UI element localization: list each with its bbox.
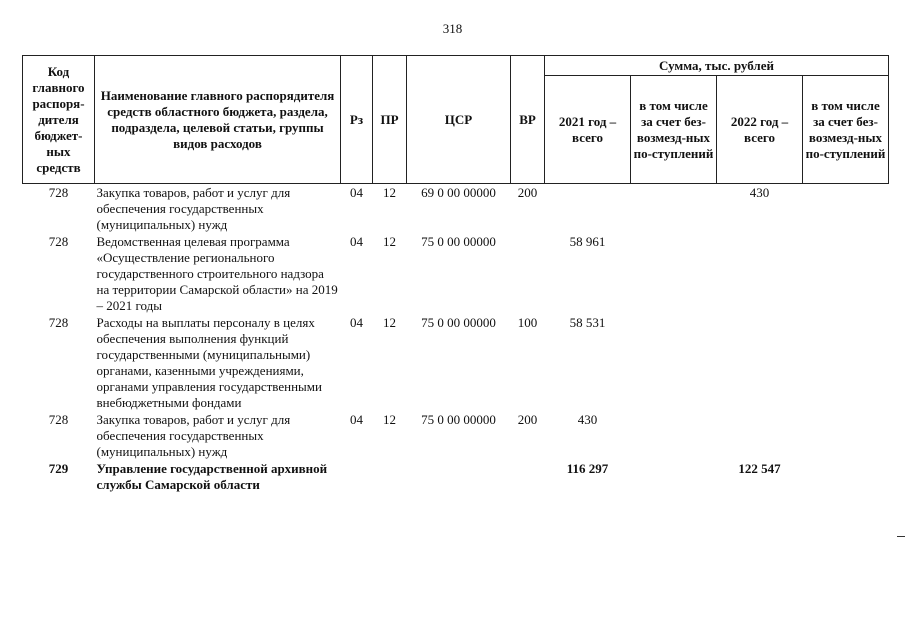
row-2022-grants: [803, 233, 889, 314]
row-2022-grants: [803, 314, 889, 411]
row-2021-grants: [631, 460, 717, 493]
row-2021-grants: [631, 233, 717, 314]
table-body: [23, 184, 889, 494]
row-csr: 69 0 00 00000: [421, 185, 496, 200]
header-2022-grants: в том числе за счет без-возмезд-ных по-ступлений: [803, 76, 889, 184]
row-2021-total: 58 531: [569, 315, 606, 330]
row-rz: 04: [350, 412, 363, 427]
header-code: Код главного распоря-дителя бюджет-ных средств: [23, 56, 95, 184]
row-2022-total: [717, 233, 803, 314]
table-row: [23, 460, 889, 493]
table-row: [23, 314, 889, 411]
row-name: Закупка товаров, работ и услуг для обеспечения государственных (муниципальных) нужд: [96, 412, 291, 459]
row-name: Закупка товаров, работ и услуг для обеспечения государственных (муниципальных) нужд: [96, 185, 291, 232]
row-2022-grants: [803, 411, 889, 460]
row-2021-grants: [631, 314, 717, 411]
row-pr: 12: [383, 185, 396, 200]
row-vr: [511, 460, 545, 493]
row-2021-total: [545, 184, 631, 234]
row-rz: 04: [350, 234, 363, 249]
row-code: 729: [48, 461, 69, 476]
row-2021-grants: [631, 411, 717, 460]
table-header: [23, 56, 889, 184]
row-2022-grants: [803, 460, 889, 493]
budget-table: [22, 55, 889, 493]
row-2022-total: 430: [749, 185, 770, 200]
page-number: 318: [442, 21, 463, 36]
row-rz: 04: [350, 185, 363, 200]
row-pr: 12: [383, 412, 396, 427]
table-row: [23, 184, 889, 234]
header-sum-group: Сумма, тыс. рублей: [545, 56, 889, 76]
header-name: Наименование главного распорядителя средств областного бюджета, раздела, подраздела, целевой статьи, группы видов расходов: [95, 56, 341, 184]
row-name: Ведомственная целевая программа «Осуществление регионального государственного строительного надзора на территории Самарской области» на 2019 – 2021 годы: [96, 234, 338, 313]
row-code: 728: [48, 234, 69, 249]
row-vr: 200: [517, 412, 538, 427]
row-csr: 75 0 00 00000: [421, 412, 496, 427]
header-csr: ЦСР: [407, 56, 511, 184]
table-row: [23, 233, 889, 314]
row-vr: 200: [517, 185, 538, 200]
row-csr: 75 0 00 00000: [421, 234, 496, 249]
row-2022-total: [717, 314, 803, 411]
row-2022-grants: [803, 184, 889, 234]
row-pr: [373, 460, 407, 493]
header-2021-grants: в том числе за счет без-возмезд-ных по-ступлений: [631, 76, 717, 184]
row-2022-total: [717, 411, 803, 460]
row-csr: 75 0 00 00000: [421, 315, 496, 330]
edge-mark: [897, 536, 905, 537]
row-rz: [341, 460, 373, 493]
row-2021-total: 116 297: [566, 461, 609, 476]
table-row: [23, 411, 889, 460]
row-pr: 12: [383, 234, 396, 249]
row-csr: [407, 460, 511, 493]
header-rz: Рз: [341, 56, 373, 184]
header-pr: ПР: [373, 56, 407, 184]
row-vr: 100: [517, 315, 538, 330]
row-2021-grants: [631, 184, 717, 234]
row-2022-total: 122 547: [738, 461, 781, 476]
row-code: 728: [48, 412, 69, 427]
row-2021-total: 58 961: [569, 234, 606, 249]
row-2021-total: 430: [577, 412, 598, 427]
row-code: 728: [48, 315, 69, 330]
row-rz: 04: [350, 315, 363, 330]
row-code: 728: [48, 185, 69, 200]
row-name: Расходы на выплаты персоналу в целях обеспечения выполнения функций государственными (муниципальными) органами, казенными учреждениями, органами управления государственными внебюджетными фондами: [96, 315, 322, 410]
row-vr: [511, 233, 545, 314]
header-vr: ВР: [511, 56, 545, 184]
header-2021-total: 2021 год – всего: [545, 76, 631, 184]
row-pr: 12: [383, 315, 396, 330]
header-2022-total: 2022 год – всего: [717, 76, 803, 184]
row-name: Управление государственной архивной службы Самарской области: [96, 461, 328, 492]
